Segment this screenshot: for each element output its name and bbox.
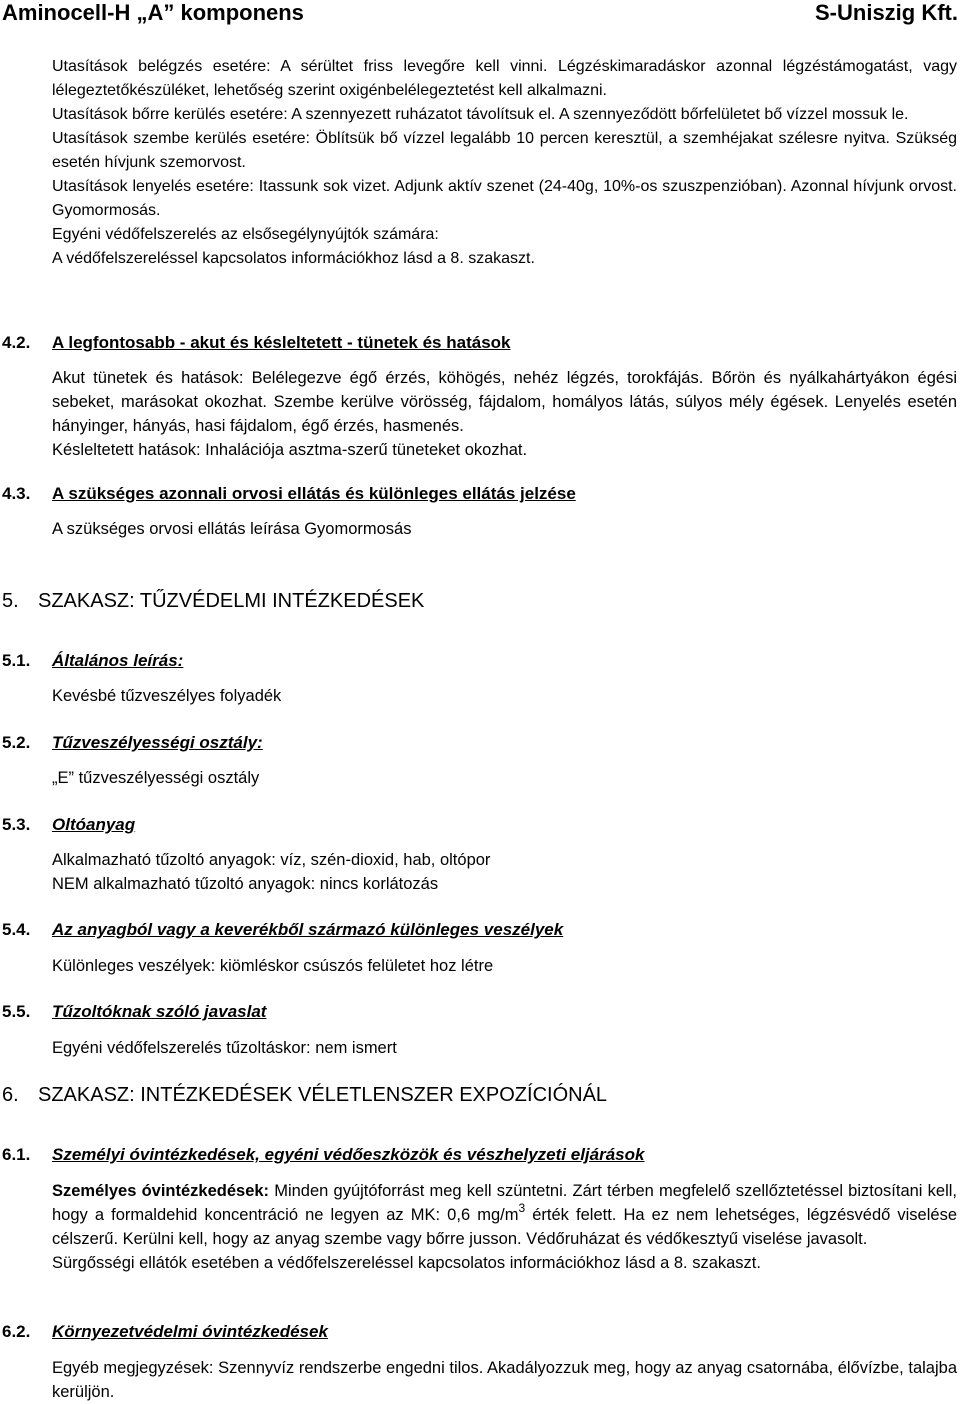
skin-instructions: Utasítások bőrre kerülés esetére: A szennyezett ruházatot távolítsuk el. A szennyeződött bőrfelületet bő vízzel mossuk le. — [52, 106, 909, 123]
page-header — [0, 0, 960, 28]
section-5-5-body — [52, 1036, 957, 1060]
personal-precautions-text-a: Minden gyújtóforrást meg kell szüntetni. Zárt térben megfelelő szellőztetéssel biztosítani kell, hogy a formaldehid koncentráció ne legyen az MK: 0,6 mg/m — [52, 1182, 957, 1224]
inhalation-instructions: Utasítások belégzés esetére: A sérültet friss levegőre kell vinni. Légzéskimaradáskor azonnal légzéstámogatást, vagy lélegeztetőkészüléket, lehetőség szerint oxigénbelélegeztetést kell alkalmazni. — [52, 58, 957, 99]
section-number: 4.3. — [2, 484, 31, 503]
section-title: Tűzveszélyességi osztály: — [52, 733, 263, 752]
eye-instructions: Utasítások szembe kerülés esetére: Öblítsük bő vízzel legalább 10 percen keresztül, a szemhéjakat szélesre nyitva. Szükség esetén hívjunk szemorvost. — [52, 130, 957, 171]
personal-precautions-label: Személyes óvintézkedések: — [52, 1182, 270, 1200]
section-title: A legfontosabb - akut és késleltetett - tünetek és hatások — [52, 333, 511, 352]
unsuitable-media: NEM alkalmazható tűzoltó anyagok: nincs korlátozás — [52, 875, 439, 893]
section-title: Környezetvédelmi óvintézkedések — [52, 1322, 328, 1341]
section-number: 5. — [2, 590, 19, 612]
section-title: Az anyagból vagy a keverékből származó különleges veszélyek — [52, 920, 564, 939]
section-5-4-body — [52, 954, 957, 978]
delayed-effects: Késleltetett hatások: Inhalációja asztma-szerű tüneteket okozhat. — [52, 441, 528, 459]
section-number: 5.1. — [2, 651, 31, 670]
section-6-1-body — [52, 1179, 957, 1275]
section-title: A szükséges azonnali orvosi ellátás és különleges ellátás jelzése — [52, 484, 576, 503]
medical-care-text: A szükséges orvosi ellátás leírása Gyomormosás — [52, 520, 412, 538]
first-aider-ppe-heading: Egyéni védőfelszerelés az elsősegélynyújtók számára: — [52, 226, 439, 243]
section-4-2-body — [52, 366, 957, 462]
emergency-responder-ppe: Sürgősségi ellátók esetében a védőfelszereléssel kapcsolatos információkhoz lásd a 8. szakaszt. — [52, 1254, 761, 1272]
environmental-precautions: Egyéb megjegyzések: Szennyvíz rendszerbe engedni tilos. Akadályozzuk meg, hogy az anyag csatornába, élővízbe, talajba kerüljön. — [52, 1359, 957, 1401]
section-4-3-body — [52, 517, 957, 541]
ingestion-instructions: Utasítások lenyelés esetére: Itassunk sok vizet. Adjunk aktív szenet (24-40g, 10%-os szuszpenzióban). Azonnal hívjunk orvost. Gyomormosás. — [52, 178, 957, 219]
first-aider-ppe-reference: A védőfelszereléssel kapcsolatos információkhoz lásd a 8. szakaszt. — [52, 250, 535, 267]
section-number: 5.4. — [2, 920, 31, 939]
superscript-three: 3 — [518, 1201, 526, 1215]
acute-symptoms: Akut tünetek és hatások: Belélegezve égő érzés, köhögés, nehéz légzés, torokfájás. Bőrön és nyálkahártyákon égési sebeket, marásokat okozhat. Szembe kerülve vörösség, fájdalom, homályos látás, súlyos mély égések. Lenyelés esetén hányinger, hányás, hasi fájdalom, égő érzés, hasmenés. — [52, 369, 957, 435]
first-aid-instructions — [52, 55, 957, 271]
section-number: 5.3. — [2, 815, 31, 834]
product-title: Aminocell-H „A” komponens — [2, 0, 304, 25]
section-title: SZAKASZ: INTÉZKEDÉSEK VÉLETLENSZER EXPOZÍCIÓNÁL — [38, 1084, 608, 1106]
section-title: Általános leírás: — [52, 651, 184, 670]
suitable-media: Alkalmazható tűzoltó anyagok: víz, szén-dioxid, hab, oltópor — [52, 851, 491, 869]
section-number: 5.5. — [2, 1002, 31, 1021]
section-5-3-body — [52, 848, 957, 896]
section-5-2-body — [52, 766, 957, 790]
section-number: 5.2. — [2, 733, 31, 752]
company-name: S-Uniszig Kft. — [815, 0, 958, 25]
personal-precautions-text-b: érték felett. Ha ez nem lehetséges, légzésvédő viselése célszerű. Kerülni kell, hogy az anyag szembe vagy bőrre jusson. Védőruházat és védőkesztyű viselése javasolt. — [52, 1206, 958, 1248]
section-title: SZAKASZ: TŰZVÉDELMI INTÉZKEDÉSEK — [38, 590, 425, 612]
section-number: 6. — [2, 1084, 19, 1106]
section-title: Személyi óvintézkedések, egyéni védőeszközök és vészhelyzeti eljárások — [52, 1145, 645, 1164]
section-5-1-body — [52, 684, 957, 708]
firefighter-advice: Egyéni védőfelszerelés tűzoltáskor: nem ismert — [52, 1039, 397, 1057]
general-description: Kevésbé tűzveszélyes folyadék — [52, 687, 282, 705]
section-title: Tűzoltóknak szóló javaslat — [52, 1002, 267, 1021]
personal-precautions — [52, 1179, 957, 1251]
special-hazards: Különleges veszélyek: kiömléskor csúszós felületet hoz létre — [52, 957, 494, 975]
section-title: Oltóanyag — [52, 815, 136, 834]
section-number: 6.2. — [2, 1322, 31, 1341]
section-6-2-body — [52, 1356, 957, 1404]
section-number: 4.2. — [2, 333, 31, 352]
section-number: 6.1. — [2, 1145, 31, 1164]
fire-class: „E” tűzveszélyességi osztály — [52, 769, 260, 787]
